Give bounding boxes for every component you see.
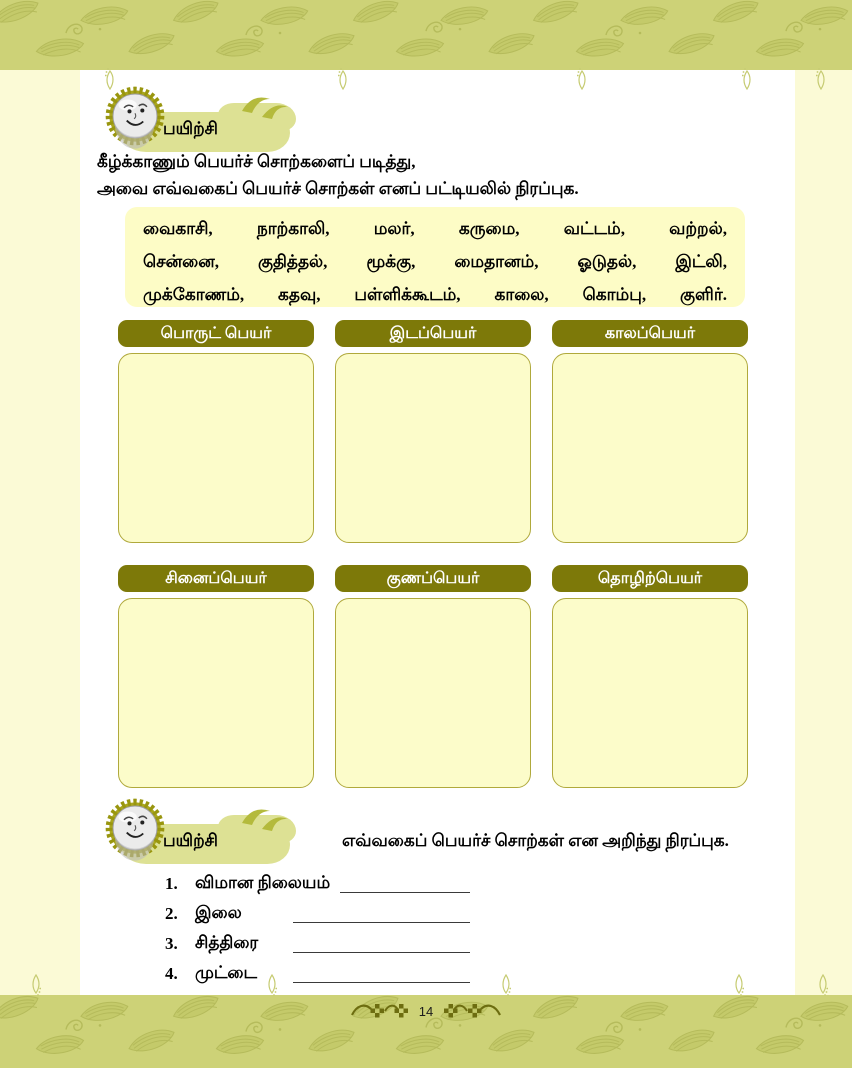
item-number: 4.	[165, 964, 178, 983]
category-header: பொருட் பெயர்	[118, 320, 314, 347]
leaf-dangle-icon	[733, 973, 744, 996]
word-bank-word: ஓடுதல்,	[577, 252, 637, 271]
page-number: 14	[418, 1003, 434, 1019]
item-word: சித்திரை	[195, 933, 259, 952]
instruction-line-2: அவை எவ்வகைப் பெயர்ச் சொற்கள் எனப் பட்டியலில் நிரப்புக.	[97, 179, 579, 198]
top-border-leaf-pattern	[0, 0, 852, 70]
answer-blank	[340, 876, 470, 893]
category-header: இடப்பெயர்	[335, 320, 531, 347]
item-word: இலை	[195, 903, 242, 922]
list-item	[165, 900, 470, 928]
word-bank-word: கொம்பு,	[582, 285, 647, 304]
instruction-line-1: கீழ்க்காணும் பெயர்ச் சொற்களைப் படித்து,	[97, 152, 416, 171]
category-answer-box	[552, 598, 748, 788]
exercise2-badge	[100, 795, 305, 867]
category-answer-box	[552, 353, 748, 543]
item-word: முட்டை	[195, 963, 258, 982]
word-bank-word: கருமை,	[458, 219, 520, 238]
sun-face-icon	[102, 83, 168, 149]
category-grid-row1	[118, 320, 748, 543]
exercise2-instruction: எவ்வகைப் பெயர்ச் சொற்கள் என அறிந்து நிரப்புக.	[342, 831, 729, 850]
word-bank-word: மலர்,	[373, 219, 415, 238]
category-header: குணப்பெயர்	[335, 565, 531, 592]
right-margin-strip	[795, 70, 852, 995]
floral-ornament-icon	[351, 1002, 409, 1020]
category-column	[552, 565, 748, 788]
word-bank-word: பள்ளிக்கூடம்,	[354, 285, 461, 304]
category-column	[118, 320, 314, 543]
category-column	[118, 565, 314, 788]
category-answer-box	[118, 353, 314, 543]
word-bank-word: வைகாசி,	[143, 219, 213, 238]
leaf-dangle-icon	[817, 973, 828, 996]
word-bank-word: நாற்காலி,	[256, 219, 330, 238]
word-bank-word: மூக்கு,	[366, 252, 416, 271]
word-bank-word: குளிர்.	[680, 285, 727, 304]
item-number: 2.	[165, 904, 178, 923]
category-header: சினைப்பெயர்	[118, 565, 314, 592]
word-bank-word: இட்லி,	[675, 252, 727, 271]
page-footer	[0, 1002, 852, 1020]
left-margin-strip	[0, 70, 80, 995]
fill-in-list	[165, 870, 470, 990]
sprout-icon	[240, 801, 294, 837]
leaf-dangle-icon	[816, 68, 827, 91]
badge-label: பயிற்சி	[163, 831, 218, 850]
floral-ornament-icon	[443, 1002, 501, 1020]
category-header: காலப்பெயர்	[552, 320, 748, 347]
word-bank-row	[143, 245, 727, 278]
item-number: 3.	[165, 934, 178, 953]
item-word: விமான நிலையம்	[195, 873, 331, 892]
sun-face-icon	[102, 795, 168, 861]
category-column	[552, 320, 748, 543]
word-bank-word: மைதானம்,	[454, 252, 539, 271]
category-grid-row2	[118, 565, 748, 788]
leaf-dangle-icon	[266, 973, 277, 996]
category-column	[335, 565, 531, 788]
answer-blank	[293, 936, 470, 953]
word-bank-word: வற்றல்,	[669, 219, 727, 238]
leaf-dangle-icon	[338, 68, 349, 91]
answer-blank	[293, 906, 470, 923]
list-item	[165, 870, 470, 898]
word-bank-word: குதித்தல்,	[257, 252, 328, 271]
category-answer-box	[335, 353, 531, 543]
leaf-dangle-icon	[30, 973, 41, 996]
word-bank-word: கதவு,	[278, 285, 321, 304]
leaf-dangle-icon	[577, 68, 588, 91]
leaf-dangle-icon	[742, 68, 753, 91]
word-bank-word: வட்டம்,	[563, 219, 625, 238]
category-column	[335, 320, 531, 543]
exercise1-badge	[100, 83, 305, 155]
category-header: தொழிற்பெயர்	[552, 565, 748, 592]
sprout-icon	[240, 89, 294, 125]
list-item	[165, 930, 470, 958]
leaf-dangle-icon	[105, 68, 116, 91]
answer-blank	[293, 966, 470, 983]
leaf-dangle-icon	[500, 973, 511, 996]
word-bank-word: சென்னை,	[143, 252, 219, 271]
badge-label: பயிற்சி	[163, 119, 218, 138]
category-answer-box	[335, 598, 531, 788]
word-bank-word: காலை,	[494, 285, 549, 304]
word-bank-row	[143, 212, 727, 245]
word-bank-word: முக்கோணம்,	[143, 285, 245, 304]
category-answer-box	[118, 598, 314, 788]
word-bank	[125, 207, 745, 307]
exercise1-instruction	[97, 148, 717, 202]
word-bank-row	[143, 278, 727, 311]
list-item	[165, 960, 470, 988]
item-number: 1.	[165, 874, 178, 893]
